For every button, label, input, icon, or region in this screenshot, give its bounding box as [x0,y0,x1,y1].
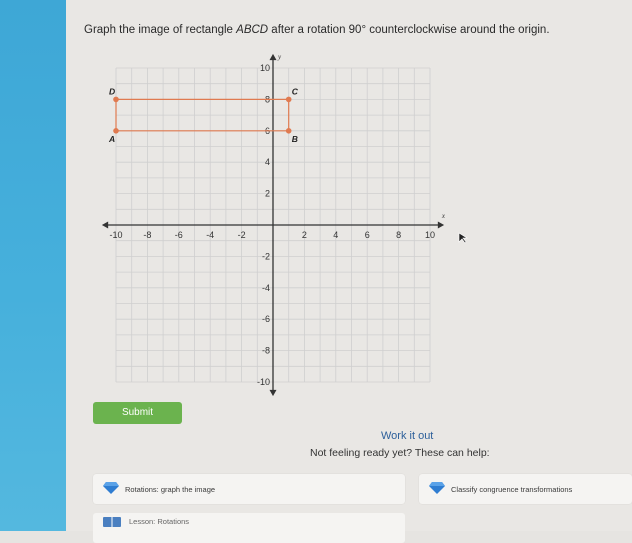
y-tick-label: -6 [261,314,270,325]
help-link-label: Rotations: graph the image [125,484,216,494]
axis-arrow-left [102,222,108,229]
y-tick-label: 2 [264,188,270,199]
lesson-link-label: Lesson: Rotations [129,517,190,526]
x-tick-label: 8 [396,230,402,240]
point-c [286,97,292,103]
book-icon [103,517,121,529]
x-tick-label: -6 [174,230,183,240]
x-tick-label: -8 [143,230,152,240]
x-tick-label: -2 [237,230,246,240]
gem-icon [429,482,445,496]
x-tick-label: -4 [206,230,215,240]
y-tick-label: 8 [264,94,270,105]
x-tick-label: 2 [301,230,307,240]
question-text: Graph the image of rectangle ABCD after a rotation 90° counterclockwise around the origin. [84,24,550,36]
submit-button[interactable]: Submit [93,402,182,424]
y-tick-label: -4 [261,282,270,293]
help-link-congruence[interactable] [419,474,632,504]
axis-arrow-right [438,222,444,229]
x-tick-label: 10 [424,230,436,240]
axis-arrow-down [270,390,277,396]
x-tick-label: -10 [109,230,123,240]
y-tick-label: -8 [261,345,270,356]
point-label: C [291,86,298,97]
x-axis-label: x [441,212,445,220]
y-tick-label: 4 [264,157,270,168]
x-tick-label: 6 [364,230,370,240]
point-a [113,128,119,134]
help-text: Not feeling ready yet? These can help: [310,447,490,459]
y-tick-label: -2 [261,251,270,262]
help-link-label: Classify congruence transformations [451,484,573,494]
y-tick-label: -10 [256,377,270,387]
mouse-cursor-icon [458,232,470,244]
point-b [286,128,292,134]
y-tick-label: 10 [259,63,270,73]
help-link-rotations[interactable] [93,474,405,504]
gem-icon [103,482,119,496]
point-label: A [109,133,116,144]
lesson-link[interactable] [93,513,405,543]
work-it-out-heading: Work it out [381,430,434,442]
y-tick-label: 6 [264,125,270,136]
x-tick-label: 4 [333,230,339,240]
point-d [113,97,119,103]
y-axis-label: y [278,53,282,62]
axis-arrow-up [270,54,277,60]
point-label: D [109,86,116,97]
point-label: B [291,133,298,144]
